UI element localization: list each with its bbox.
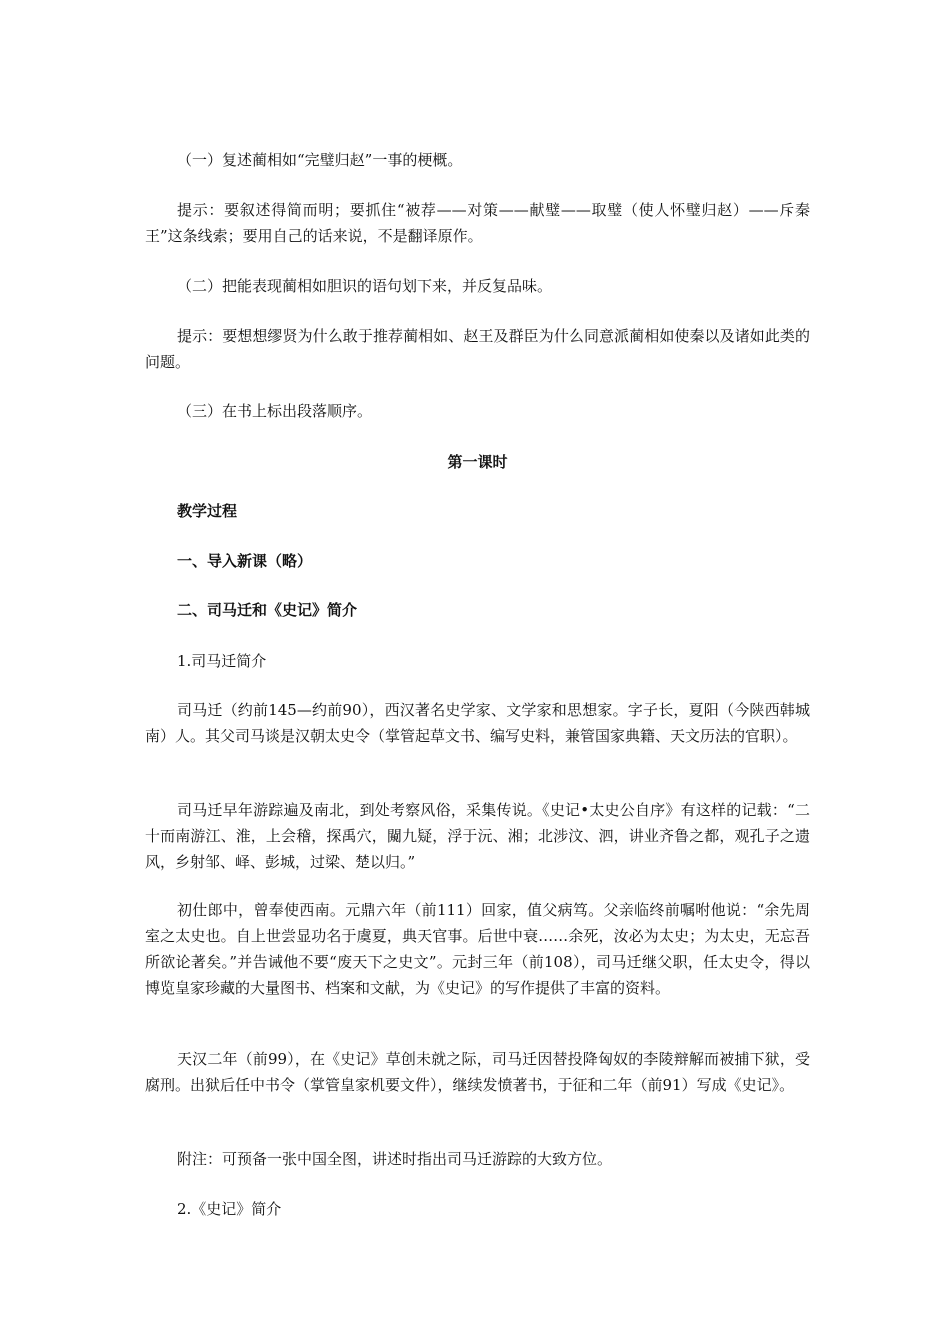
career-paragraph: 初仕郎中，曾奉使西南。元鼎六年（前111）回家，值父病笃。父亲临终前嘱咐他说：“余先周室之太史也。自上世尝显功名于虞夏，典天官事。后世中衰……余死，汝必为太史；为太史，无忘吾所欲论著矣。”并告诫他不要“废天下之史文”。元封三年（前108），司马迁继父职，任太史令，得以博览皇家珍藏的大量图书、档案和文献，为《史记》的写作提供了丰富的资料。	[145, 901, 810, 997]
note-paragraph: 附注：可预备一张中国全图，讲述时指出司马迁游踪的大致方位。	[177, 1150, 613, 1168]
task-one: （一）复述蔺相如“完璧归赵”一事的梗概。	[177, 151, 463, 169]
lesson-title: 第一课时	[447, 453, 508, 471]
hint-one: 提示：要叙述得简而明；要抓住“被荐——对策——献璧——取璧（使人怀璧归赵）——斥秦王”这条线索；要用自己的话来说，不是翻译原作。	[145, 201, 810, 245]
task-three: （三）在书上标出段落顺序。	[177, 402, 373, 420]
hint-two: 提示：要想想缪贤为什么敢于推荐蔺相如、赵王及群臣为什么同意派蔺相如使秦以及诸如此类的问题。	[145, 327, 810, 371]
task-two: （二）把能表现蔺相如胆识的语句划下来，并反复品味。	[177, 277, 553, 295]
step-one-heading: 一、导入新课（略）	[177, 552, 313, 570]
sub-heading-one: 1.司马迁简介	[177, 652, 267, 670]
step-two-heading: 二、司马迁和《史记》简介	[177, 601, 358, 619]
travel-paragraph: 司马迁早年游踪遍及南北，到处考察风俗，采集传说。《史记•太史公自序》有这样的记载：“二十而南游江、淮，上会稽，探禹穴，闚九疑，浮于沅、湘；北涉汶、泗，讲业齐鲁之都，观孔子之遗风，乡射邹、峄、彭城，过梁、楚以归。”	[145, 801, 810, 871]
section-heading: 教学过程	[177, 502, 238, 520]
bio-paragraph: 司马迁（约前145—约前90），西汉著名史学家、文学家和思想家。字子长，夏阳（今陕西韩城南）人。其父司马谈是汉朝太史令（掌管起草文书、编写史料，兼管国家典籍、天文历法的官职）。	[145, 701, 810, 745]
sub-heading-two: 2.《史记》简介	[177, 1200, 282, 1218]
punishment-paragraph: 天汉二年（前99），在《史记》草创未就之际，司马迁因替投降匈奴的李陵辩解而被捕下狱，受腐刑。出狱后任中书令（掌管皇家机要文件），继续发愤著书，于征和二年（前91）写成《史记》。	[145, 1050, 810, 1094]
